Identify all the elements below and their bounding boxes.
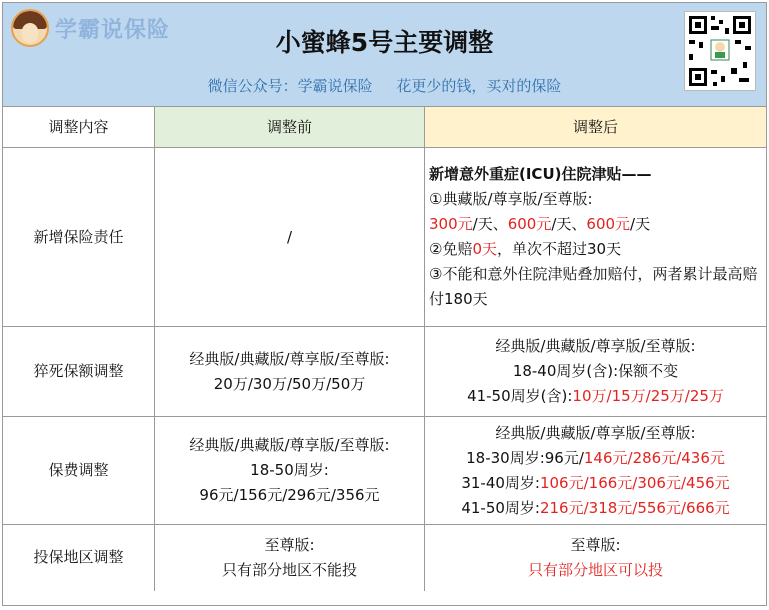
highlight-value: 106元/166元/306元/456元: [539, 473, 730, 492]
table-header-row: [3, 107, 766, 148]
after-line: [429, 496, 762, 521]
text-part: /天、: [472, 215, 508, 233]
highlight-value: 146元/286元/436元: [583, 448, 725, 467]
before-cell: [155, 525, 425, 591]
header-cell-content: 调整内容: [3, 107, 155, 148]
after-line: [429, 471, 762, 496]
highlight-value: 300元: [429, 215, 473, 233]
after-line: [429, 384, 762, 409]
text-part: ，单次不超过30天: [497, 240, 622, 258]
highlight-value: 600元: [586, 215, 631, 233]
after-line: 18-40周岁(含):保额不变: [512, 362, 679, 380]
row-label: 猝死保额调整: [3, 327, 155, 417]
highlight-value: 600元: [507, 215, 552, 233]
subtitle: 微信公众号：学霸说保险 花更少的钱，买对的保险: [207, 77, 562, 95]
highlight-value: 0天: [472, 240, 497, 258]
after-line: [429, 212, 762, 237]
before-line: 经典版/典藏版/尊享版/至尊版:: [189, 349, 390, 368]
before-cell: [155, 327, 425, 417]
after-line: 至尊版:: [570, 535, 621, 554]
page-title: 小蜜蜂5号主要调整: [275, 28, 494, 57]
table-row: [3, 148, 766, 327]
header-cell-after: 调整后: [425, 107, 767, 148]
qr-code-icon: [684, 11, 756, 91]
after-line: 经典版/典藏版/尊享版/至尊版:: [495, 423, 696, 442]
before-cell: /: [155, 148, 425, 327]
text-part: 41-50周岁:: [461, 498, 540, 517]
after-cell: [425, 327, 767, 417]
row-label: 保费调整: [3, 417, 155, 525]
after-cell: [425, 148, 767, 327]
text-part: 31-40周岁:: [461, 473, 540, 492]
brand-name: 学霸说保险: [55, 17, 171, 43]
after-line: ③不能和意外住院津贴叠加赔付，两者累计最高赔付180天: [429, 265, 758, 308]
after-line: 只有部分地区可以投: [527, 560, 663, 579]
text-part: /天: [630, 215, 651, 233]
after-line: ①典藏版/尊享版/至尊版:: [429, 190, 593, 208]
after-line: 经典版/典藏版/尊享版/至尊版:: [495, 337, 696, 355]
table-row: [3, 327, 766, 417]
before-line: 只有部分地区不能投: [221, 560, 357, 579]
after-title: 新增意外重症(ICU)住院津贴——: [429, 165, 652, 183]
table-row: [3, 525, 766, 591]
before-line: 至尊版:: [264, 535, 315, 554]
before-line: 经典版/典藏版/尊享版/至尊版:: [189, 436, 390, 454]
row-label: 新增保险责任: [3, 148, 155, 327]
before-cell: [155, 417, 425, 525]
text-part: 18-30周岁:96元/: [466, 448, 584, 467]
text-part: /天、: [551, 215, 587, 233]
comparison-table: [3, 107, 766, 591]
highlight-value: 10万/15万/25万/25万: [572, 387, 724, 405]
after-line: [429, 446, 762, 471]
comparison-sheet: [2, 2, 767, 606]
text-part: 41-50周岁(含):: [467, 387, 573, 405]
row-label: 投保地区调整: [3, 525, 155, 591]
header-banner: [3, 3, 766, 107]
after-cell: [425, 525, 767, 591]
before-line: 20万/30万/50万/50万: [213, 374, 366, 393]
highlight-value: 216元/318元/556元/666元: [539, 498, 730, 517]
after-cell: [425, 417, 767, 525]
before-line: 96元/156元/296元/356元: [199, 486, 380, 504]
after-line: [429, 237, 762, 262]
header-cell-before: 调整前: [155, 107, 425, 148]
text-part: ②免赔: [429, 240, 473, 258]
before-line: 18-50周岁:: [250, 461, 329, 479]
table-row: [3, 417, 766, 525]
